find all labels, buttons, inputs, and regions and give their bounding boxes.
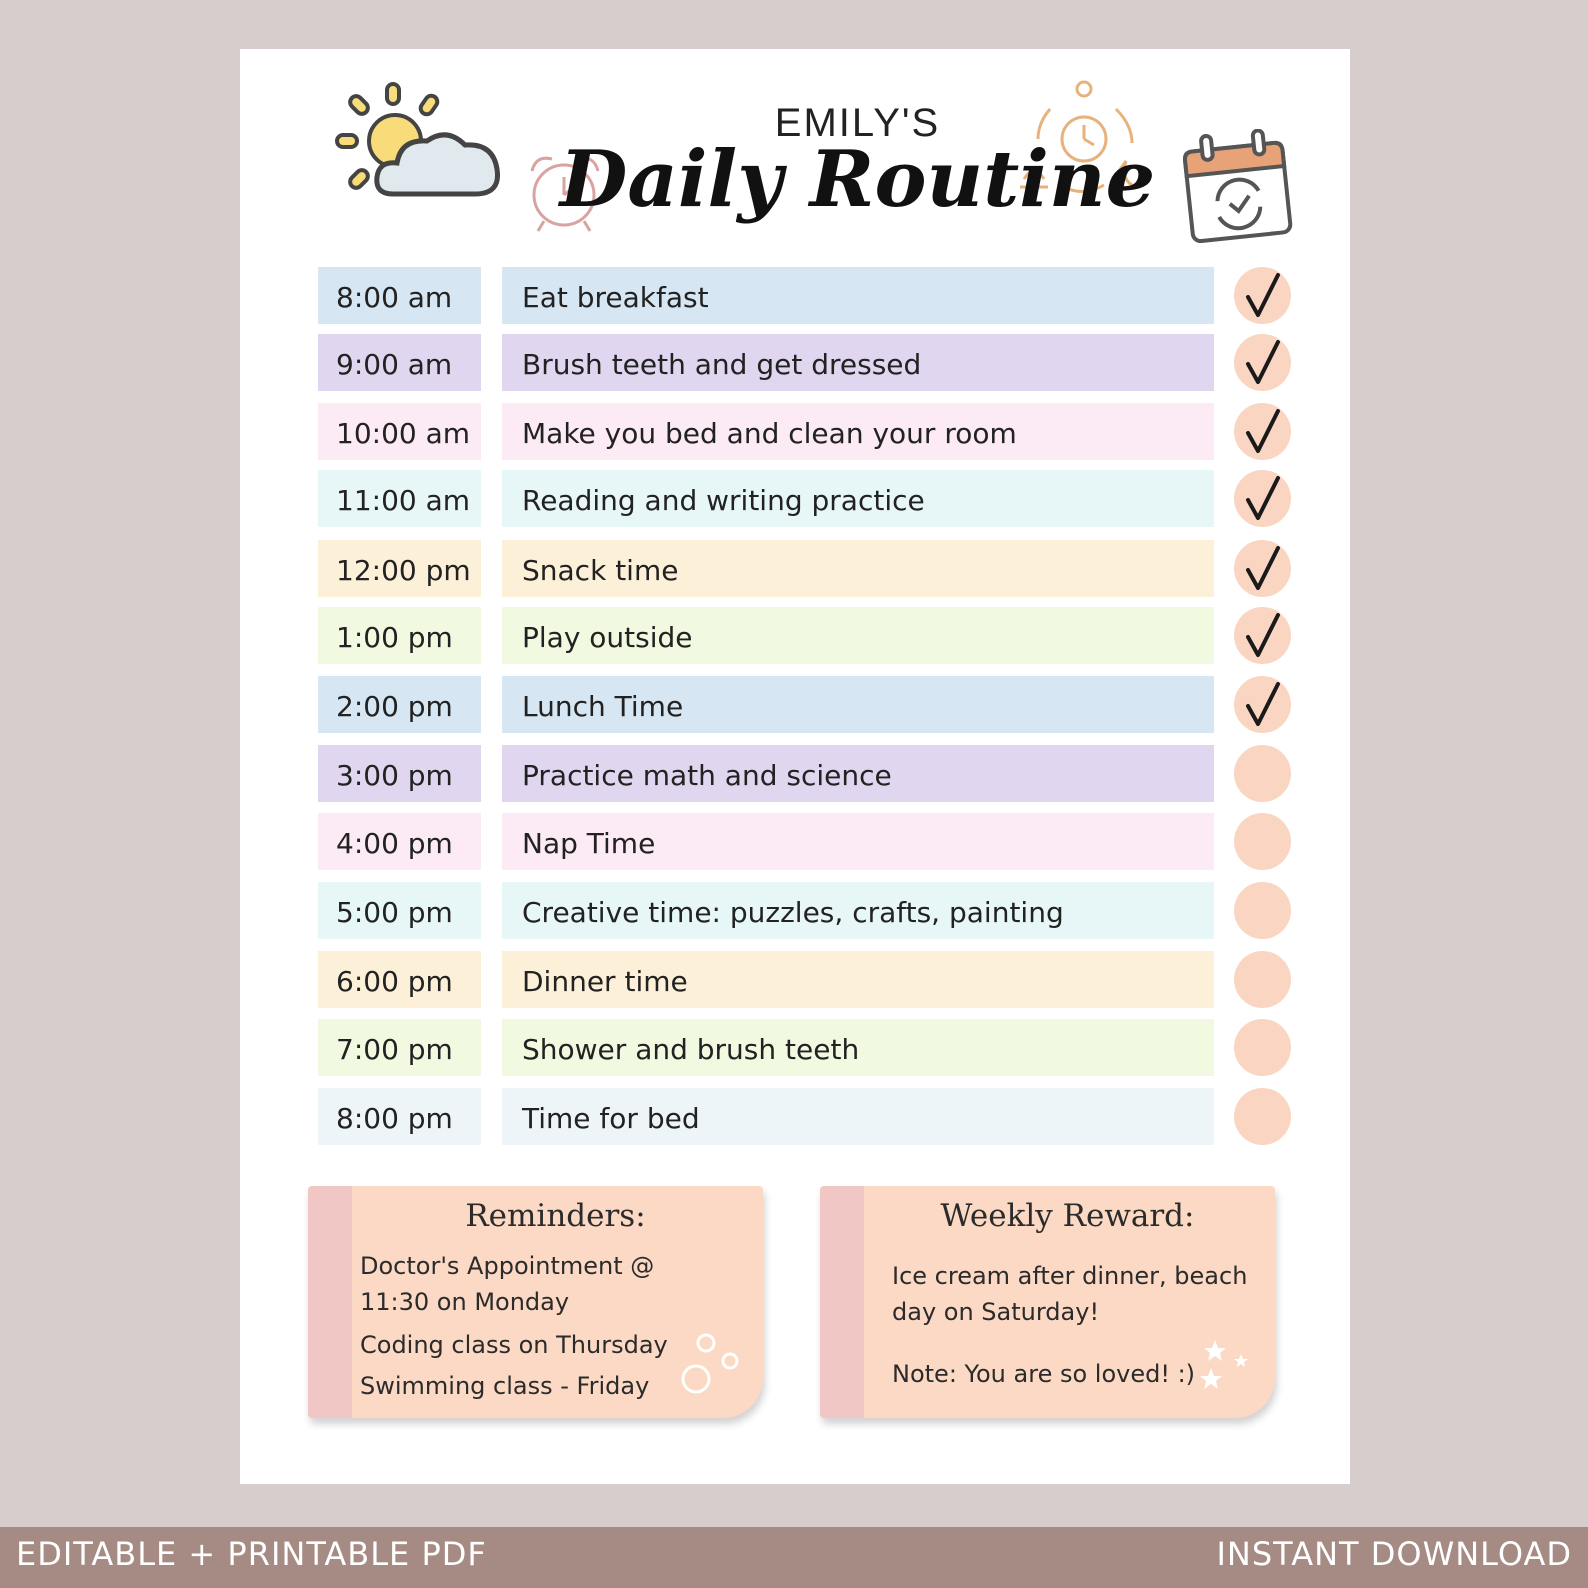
time-cell: 8:00 pm (318, 1088, 481, 1145)
task-cell: Nap Time (502, 813, 1214, 870)
reward-line: day on Saturday! (892, 1298, 1100, 1326)
task-cell: Creative time: puzzles, crafts, painting (502, 882, 1214, 939)
reward-title: Weekly Reward: (940, 1198, 1195, 1234)
checkbox-checked[interactable] (1234, 540, 1291, 597)
task-cell: Lunch Time (502, 676, 1214, 733)
task-cell: Snack time (502, 540, 1214, 597)
checkbox-empty[interactable] (1234, 951, 1291, 1008)
checkmark-icon (1244, 476, 1282, 522)
footer-left-text: EDITABLE + PRINTABLE PDF (16, 1535, 487, 1573)
checkmark-icon (1244, 409, 1282, 455)
task-cell: Make you bed and clean your room (502, 403, 1214, 460)
footer-right-text: INSTANT DOWNLOAD (1216, 1535, 1572, 1573)
reward-note: Note: You are so loved! :) (892, 1360, 1196, 1388)
checkmark-icon (1244, 340, 1282, 386)
routine-sheet (240, 49, 1350, 1484)
routine-row (318, 1019, 1298, 1076)
time-cell: 7:00 pm (318, 1019, 481, 1076)
reminder-line: Doctor's Appointment @ (360, 1252, 655, 1280)
checkbox-checked[interactable] (1234, 403, 1291, 460)
reminders-title: Reminders: (465, 1198, 646, 1234)
checkbox-checked[interactable] (1234, 676, 1291, 733)
time-cell: 11:00 am (318, 470, 481, 527)
bubbles-icon (678, 1331, 748, 1401)
routine-row (318, 334, 1298, 391)
routine-row (318, 951, 1298, 1008)
time-cell: 3:00 pm (318, 745, 481, 802)
routine-row (318, 540, 1298, 597)
time-cell: 9:00 am (318, 334, 481, 391)
checkbox-empty[interactable] (1234, 1088, 1291, 1145)
checkmark-icon (1244, 682, 1282, 728)
checkbox-empty[interactable] (1234, 813, 1291, 870)
routine-row (318, 882, 1298, 939)
time-cell: 4:00 pm (318, 813, 481, 870)
task-cell: Time for bed (502, 1088, 1214, 1145)
task-cell: Dinner time (502, 951, 1214, 1008)
reminder-line: Swimming class - Friday (360, 1372, 650, 1400)
task-cell: Shower and brush teeth (502, 1019, 1214, 1076)
owner-name: EMILY'S (774, 101, 941, 145)
stars-icon (1195, 1336, 1255, 1396)
time-cell: 10:00 am (318, 403, 481, 460)
reward-line: Ice cream after dinner, beach (892, 1262, 1248, 1290)
routine-row (318, 267, 1298, 324)
routine-row (318, 607, 1298, 664)
page-title: Daily Routine (559, 134, 1156, 225)
weekly-reward-card (820, 1186, 1275, 1418)
time-cell: 2:00 pm (318, 676, 481, 733)
routine-row (318, 470, 1298, 527)
task-cell: Reading and writing practice (502, 470, 1214, 527)
task-cell: Practice math and science (502, 745, 1214, 802)
time-cell: 8:00 am (318, 267, 481, 324)
routine-row (318, 813, 1298, 870)
checkbox-empty[interactable] (1234, 1019, 1291, 1076)
time-cell: 12:00 pm (318, 540, 481, 597)
task-cell: Eat breakfast (502, 267, 1214, 324)
time-cell: 5:00 pm (318, 882, 481, 939)
routine-row (318, 676, 1298, 733)
checkmark-icon (1244, 546, 1282, 592)
routine-row (318, 1088, 1298, 1145)
footer-banner (0, 1527, 1588, 1588)
routine-row (318, 745, 1298, 802)
time-cell: 6:00 pm (318, 951, 481, 1008)
checkbox-empty[interactable] (1234, 745, 1291, 802)
time-cell: 1:00 pm (318, 607, 481, 664)
reminders-card (308, 1186, 763, 1418)
checkbox-checked[interactable] (1234, 267, 1291, 324)
task-cell: Brush teeth and get dressed (502, 334, 1214, 391)
checkbox-empty[interactable] (1234, 882, 1291, 939)
routine-row (318, 403, 1298, 460)
reminder-line: 11:30 on Monday (360, 1288, 570, 1316)
checkmark-icon (1244, 273, 1282, 319)
checkbox-checked[interactable] (1234, 607, 1291, 664)
checkbox-checked[interactable] (1234, 334, 1291, 391)
checkmark-icon (1244, 613, 1282, 659)
reminder-line: Coding class on Thursday (360, 1331, 668, 1359)
task-cell: Play outside (502, 607, 1214, 664)
checkbox-checked[interactable] (1234, 470, 1291, 527)
